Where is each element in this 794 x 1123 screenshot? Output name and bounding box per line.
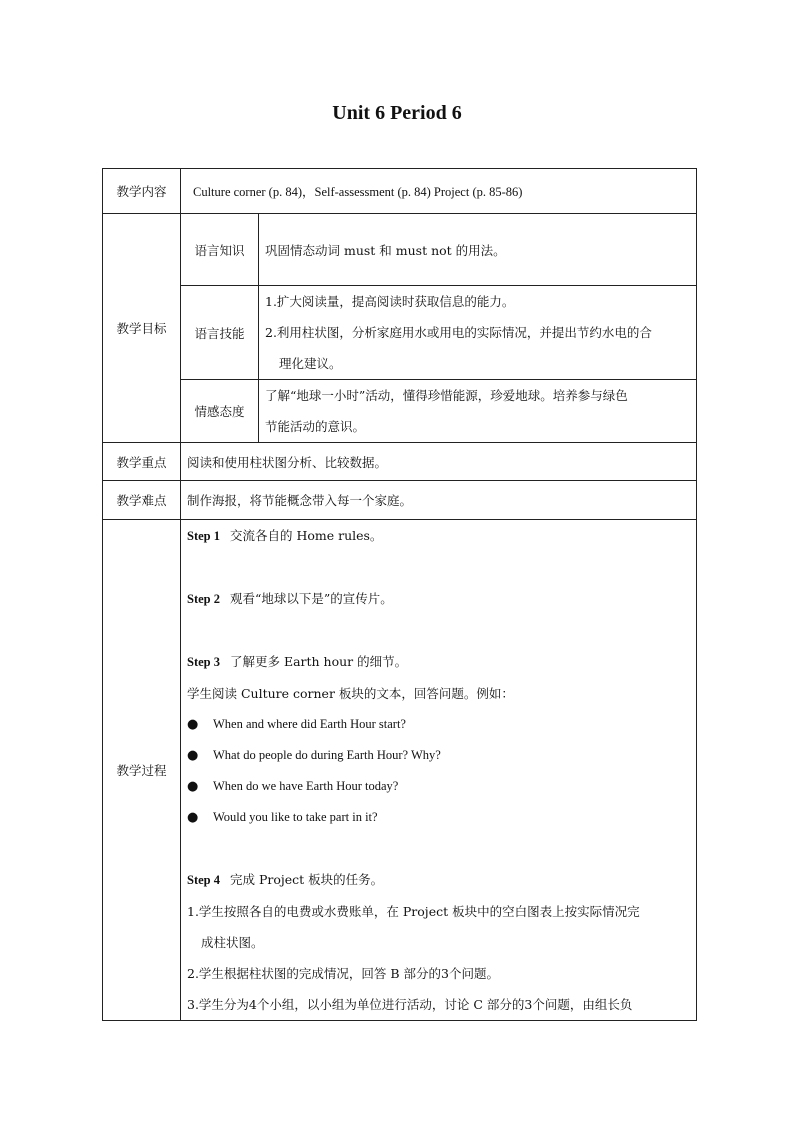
skills-text [259, 286, 697, 380]
skills-line-2: 2.利用柱状图，分析家庭用水或用电的实际情况，并提出节约水电的合 [265, 325, 652, 340]
bullet-icon: ● [187, 810, 199, 825]
step-4-text: 完成 Project 板块的任务。 [226, 872, 384, 887]
step-4-item-1-line-1: 1.学生按照各自的电费或水费账单，在 Project 板块中的空白图表上按实际情况完 [187, 904, 640, 919]
row-difficulties [103, 481, 697, 520]
question-item [187, 709, 690, 740]
step-1 [187, 520, 690, 552]
lesson-plan-table [102, 168, 697, 1021]
attitude-text [259, 380, 697, 443]
step-4 [187, 864, 690, 896]
question-item [187, 771, 690, 802]
content-label: 教学内容 [103, 169, 181, 214]
row-objective-attitude [103, 380, 697, 443]
row-key-points [103, 443, 697, 481]
attitude-label: 情感态度 [181, 380, 259, 443]
step-1-label: Step 1 [187, 529, 220, 543]
step-3 [187, 646, 690, 678]
step-4-item-2: 2.学生根据柱状图的完成情况，回答 B 部分的3个问题。 [187, 966, 500, 981]
key-points-label: 教学重点 [103, 443, 181, 481]
step-4-item-3: 3.学生分为4个小组，以小组为单位进行活动，讨论 C 部分的3个问题，由组长负 [187, 997, 633, 1012]
question-item [187, 802, 690, 833]
skills-label: 语言技能 [181, 286, 259, 380]
page-title: Unit 6 Period 6 [332, 102, 462, 124]
knowledge-label: 语言知识 [181, 214, 259, 286]
process-content [181, 520, 697, 1021]
question-text: What do people do during Earth Hour? Why? [213, 748, 441, 762]
content-value: Culture corner (p. 84)，Self-assessment (p. 84) Project (p. 85-86) [181, 169, 697, 214]
objectives-label: 教学目标 [103, 214, 181, 443]
step-2-label: Step 2 [187, 592, 220, 606]
question-text: When and where did Earth Hour start? [213, 717, 406, 731]
step-3-text: 了解更多 Earth hour 的细节。 [226, 654, 408, 669]
attitude-line-2: 节能活动的意识。 [265, 419, 366, 434]
process-label: 教学过程 [103, 520, 181, 1021]
step-1-text: 交流各自的 Home rules。 [226, 528, 383, 543]
bullet-icon: ● [187, 717, 199, 732]
spacer [187, 552, 690, 583]
step-4-label: Step 4 [187, 873, 220, 887]
difficulties-text: 制作海报，将节能概念带入每一个家庭。 [181, 481, 697, 520]
step-2-text: 观看“地球以下是”的宣传片。 [226, 591, 393, 606]
step-4-item-1-line-2: 成柱状图。 [201, 935, 264, 950]
question-text: When do we have Earth Hour today? [213, 779, 399, 793]
row-objective-knowledge [103, 214, 697, 286]
step-3-intro: 学生阅读 Culture corner 板块的文本，回答问题。例如： [187, 686, 514, 701]
question-text: Would you like to take part in it? [213, 810, 378, 824]
difficulties-label: 教学难点 [103, 481, 181, 520]
row-process [103, 520, 697, 1021]
spacer [187, 615, 690, 646]
question-item [187, 740, 690, 771]
attitude-line-1: 了解“地球一小时”活动，懂得珍惜能源，珍爱地球。培养参与绿色 [265, 388, 628, 403]
knowledge-text: 巩固情态动词 must 和 must not 的用法。 [259, 214, 697, 286]
spacer [187, 833, 690, 864]
key-points-text: 阅读和使用柱状图分析、比较数据。 [181, 443, 697, 481]
step-2 [187, 583, 690, 615]
skills-line-3: 理化建议。 [279, 356, 342, 371]
row-content [103, 169, 697, 214]
row-objective-skills [103, 286, 697, 380]
step-3-label: Step 3 [187, 655, 220, 669]
bullet-icon: ● [187, 779, 199, 794]
skills-line-1: 1.扩大阅读量，提高阅读时获取信息的能力。 [265, 294, 515, 309]
bullet-icon: ● [187, 748, 199, 763]
